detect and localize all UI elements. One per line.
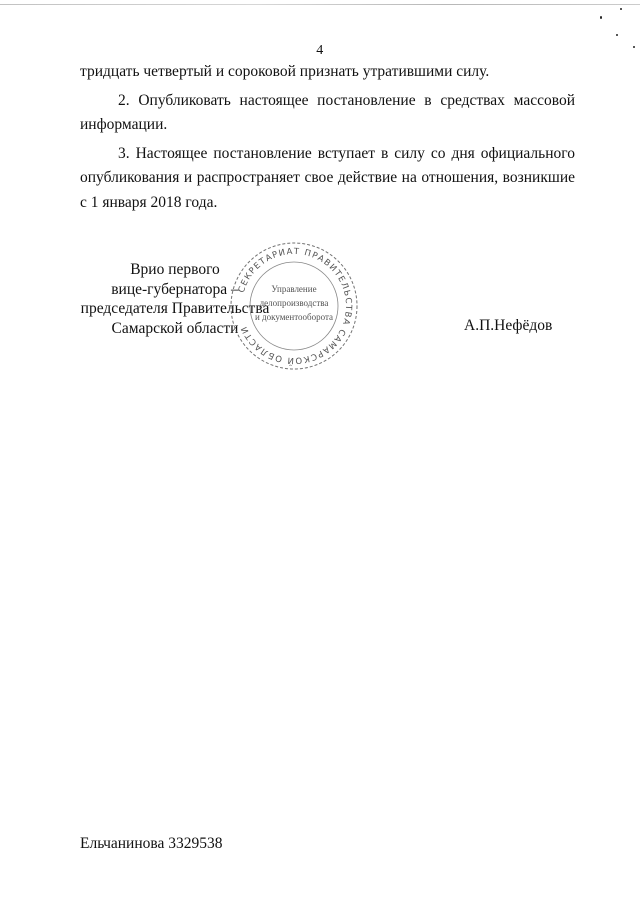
executor-contact: Ельчанинова 3329538 — [80, 835, 223, 852]
signatory-title-line: Врио первого — [130, 261, 220, 278]
scan-speck — [616, 34, 618, 36]
scan-speck — [600, 16, 602, 19]
signatory-name: А.П.Нефёдов — [464, 317, 553, 334]
scan-edge-line — [0, 4, 640, 5]
page-number: 4 — [316, 43, 324, 58]
paragraph-continuation: тридцать четвертый и сороковой признать утратившими силу. — [80, 63, 490, 80]
seal-center-line: Управление — [271, 284, 317, 294]
seal-center-line: и документооборота — [254, 312, 334, 322]
seal-ring-text: СЕКРЕТАРИАТ ПРАВИТЕЛЬСТВА САМАРСКОЙ ОБЛАСТИ — [236, 246, 354, 366]
signatory-title-line: вице-губернатора – — [111, 280, 239, 298]
signatory-title-line: Самарской области — [111, 319, 239, 337]
paragraph-effective-date: 3. Настоящее постановление вступает в силу со дня официального опубликования и распространяет свое действие на отношения, возникшие с 1 января 2018 года. — [80, 144, 575, 211]
seal-center-line: делопроизводства — [259, 298, 329, 308]
official-seal — [228, 240, 360, 372]
paragraph-publish: 2. Опубликовать настоящее постановление в средствах массовой информации. — [80, 91, 575, 133]
signatory-title-line: председателя Правительства — [80, 300, 270, 317]
scan-speck — [620, 8, 622, 10]
document-body — [80, 60, 575, 215]
